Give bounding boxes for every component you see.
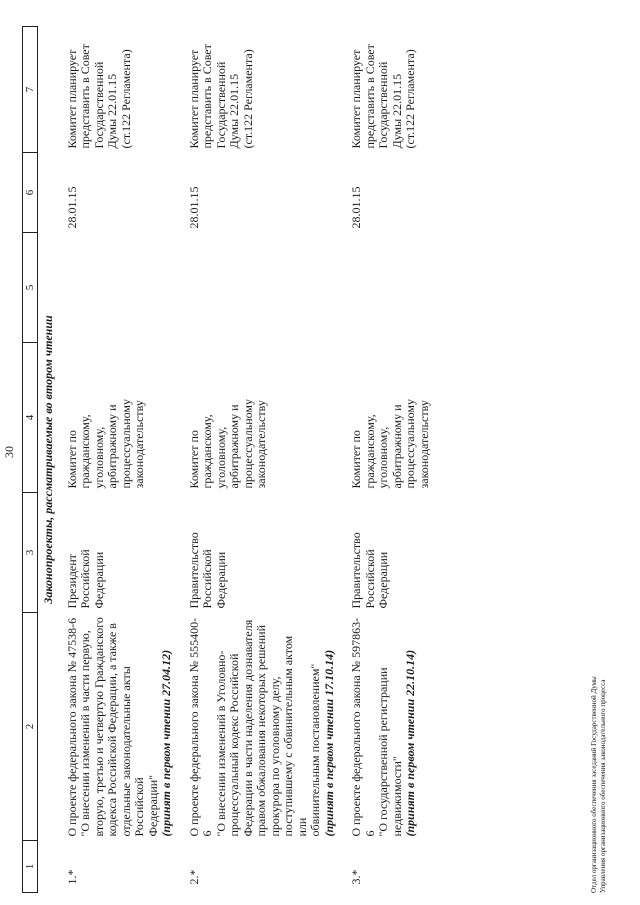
section-title: Законопроекты, рассматриваемые во втором чтении xyxy=(41,315,55,604)
table-row xyxy=(350,27,445,893)
date: 28.01.15 xyxy=(186,186,201,229)
bill-status: (принят в первом чтении 17.10.14) xyxy=(321,649,336,837)
initiator: Президент Российской Федерации xyxy=(64,549,106,609)
bill-description: О проекте федерального закона № 597863-6 "О государственной регистрации недвижимости" xyxy=(349,617,404,837)
note: Комитет планирует представить в Совет Государственной Думы 22.01.15 (ст.122 Регламента) xyxy=(186,44,255,149)
footer xyxy=(590,393,608,893)
row-number: 2.* xyxy=(186,869,201,885)
row-number: 1.* xyxy=(64,869,79,885)
committee: Комитет по гражданскому, уголовному, арбитражному и процессуальному законодательству xyxy=(64,399,146,489)
date: 28.01.15 xyxy=(64,186,79,229)
table-row xyxy=(66,27,188,893)
column-number-row xyxy=(23,27,38,893)
committee: Комитет по гражданскому, уголовному, арбитражному и процессуальному законодательству xyxy=(349,399,431,489)
initiator: Правительство Российской Федерации xyxy=(186,532,228,609)
bill-description: О проекте федерального закона № 555400-6 "О внесении изменений в Уголовно- процессуальный кодекс Российской Федерации в части наделения дознавателя правом обжалования некоторых решений прокурора по уголовному делу, поступившему с обвинительным актом или обвинительным постановлением" xyxy=(186,617,322,837)
column-header: 1 xyxy=(23,841,38,893)
footer-line: Отдел организационного обеспечения заседаний Государственной Думы xyxy=(590,676,598,893)
column-5-cell xyxy=(66,233,188,343)
legislation-table xyxy=(22,26,445,893)
bill-description-cell xyxy=(350,613,445,841)
bill-description-cell xyxy=(188,613,351,841)
column-header: 3 xyxy=(23,493,38,613)
section-row xyxy=(38,27,66,893)
column-header: 5 xyxy=(23,233,38,343)
row-number: 3.* xyxy=(349,869,363,885)
column-5-cell xyxy=(350,233,445,343)
column-5-cell xyxy=(188,233,351,343)
table-row xyxy=(188,27,351,893)
note: Комитет планирует представить в Совет Государственной Думы 22.01.15 (ст.122 Регламента) xyxy=(64,44,133,149)
committee: Комитет по гражданскому, уголовному, арбитражному и процессуальному законодательству xyxy=(186,399,268,489)
column-header: 4 xyxy=(23,343,38,493)
initiator: Правительство Российской Федерации xyxy=(349,532,390,609)
note: Комитет планирует представить в Совет Государственной Думы 22.01.15 (ст.122 Регламента) xyxy=(349,44,417,149)
column-header: 6 xyxy=(23,153,38,233)
page-number: 30 xyxy=(2,446,16,458)
bill-description-cell xyxy=(66,613,188,841)
footer-line: Управления организационного обеспечения законодательного процесса xyxy=(599,679,607,893)
date: 28.01.15 xyxy=(349,186,363,229)
bill-status: (принят в первом чтении 22.10.14) xyxy=(403,649,417,837)
column-header: 7 xyxy=(23,27,38,153)
bill-description: О проекте федерального закона № 47538-6 "О внесении изменений в части первую, вторую, третью и четвертую Гражданского кодекса Российской Федерации, а также в отдельные законодательные акты Российской Федерации" xyxy=(64,617,160,837)
bill-status: (принят в первом чтении 27.04.12) xyxy=(159,649,173,837)
column-header: 2 xyxy=(23,613,38,841)
